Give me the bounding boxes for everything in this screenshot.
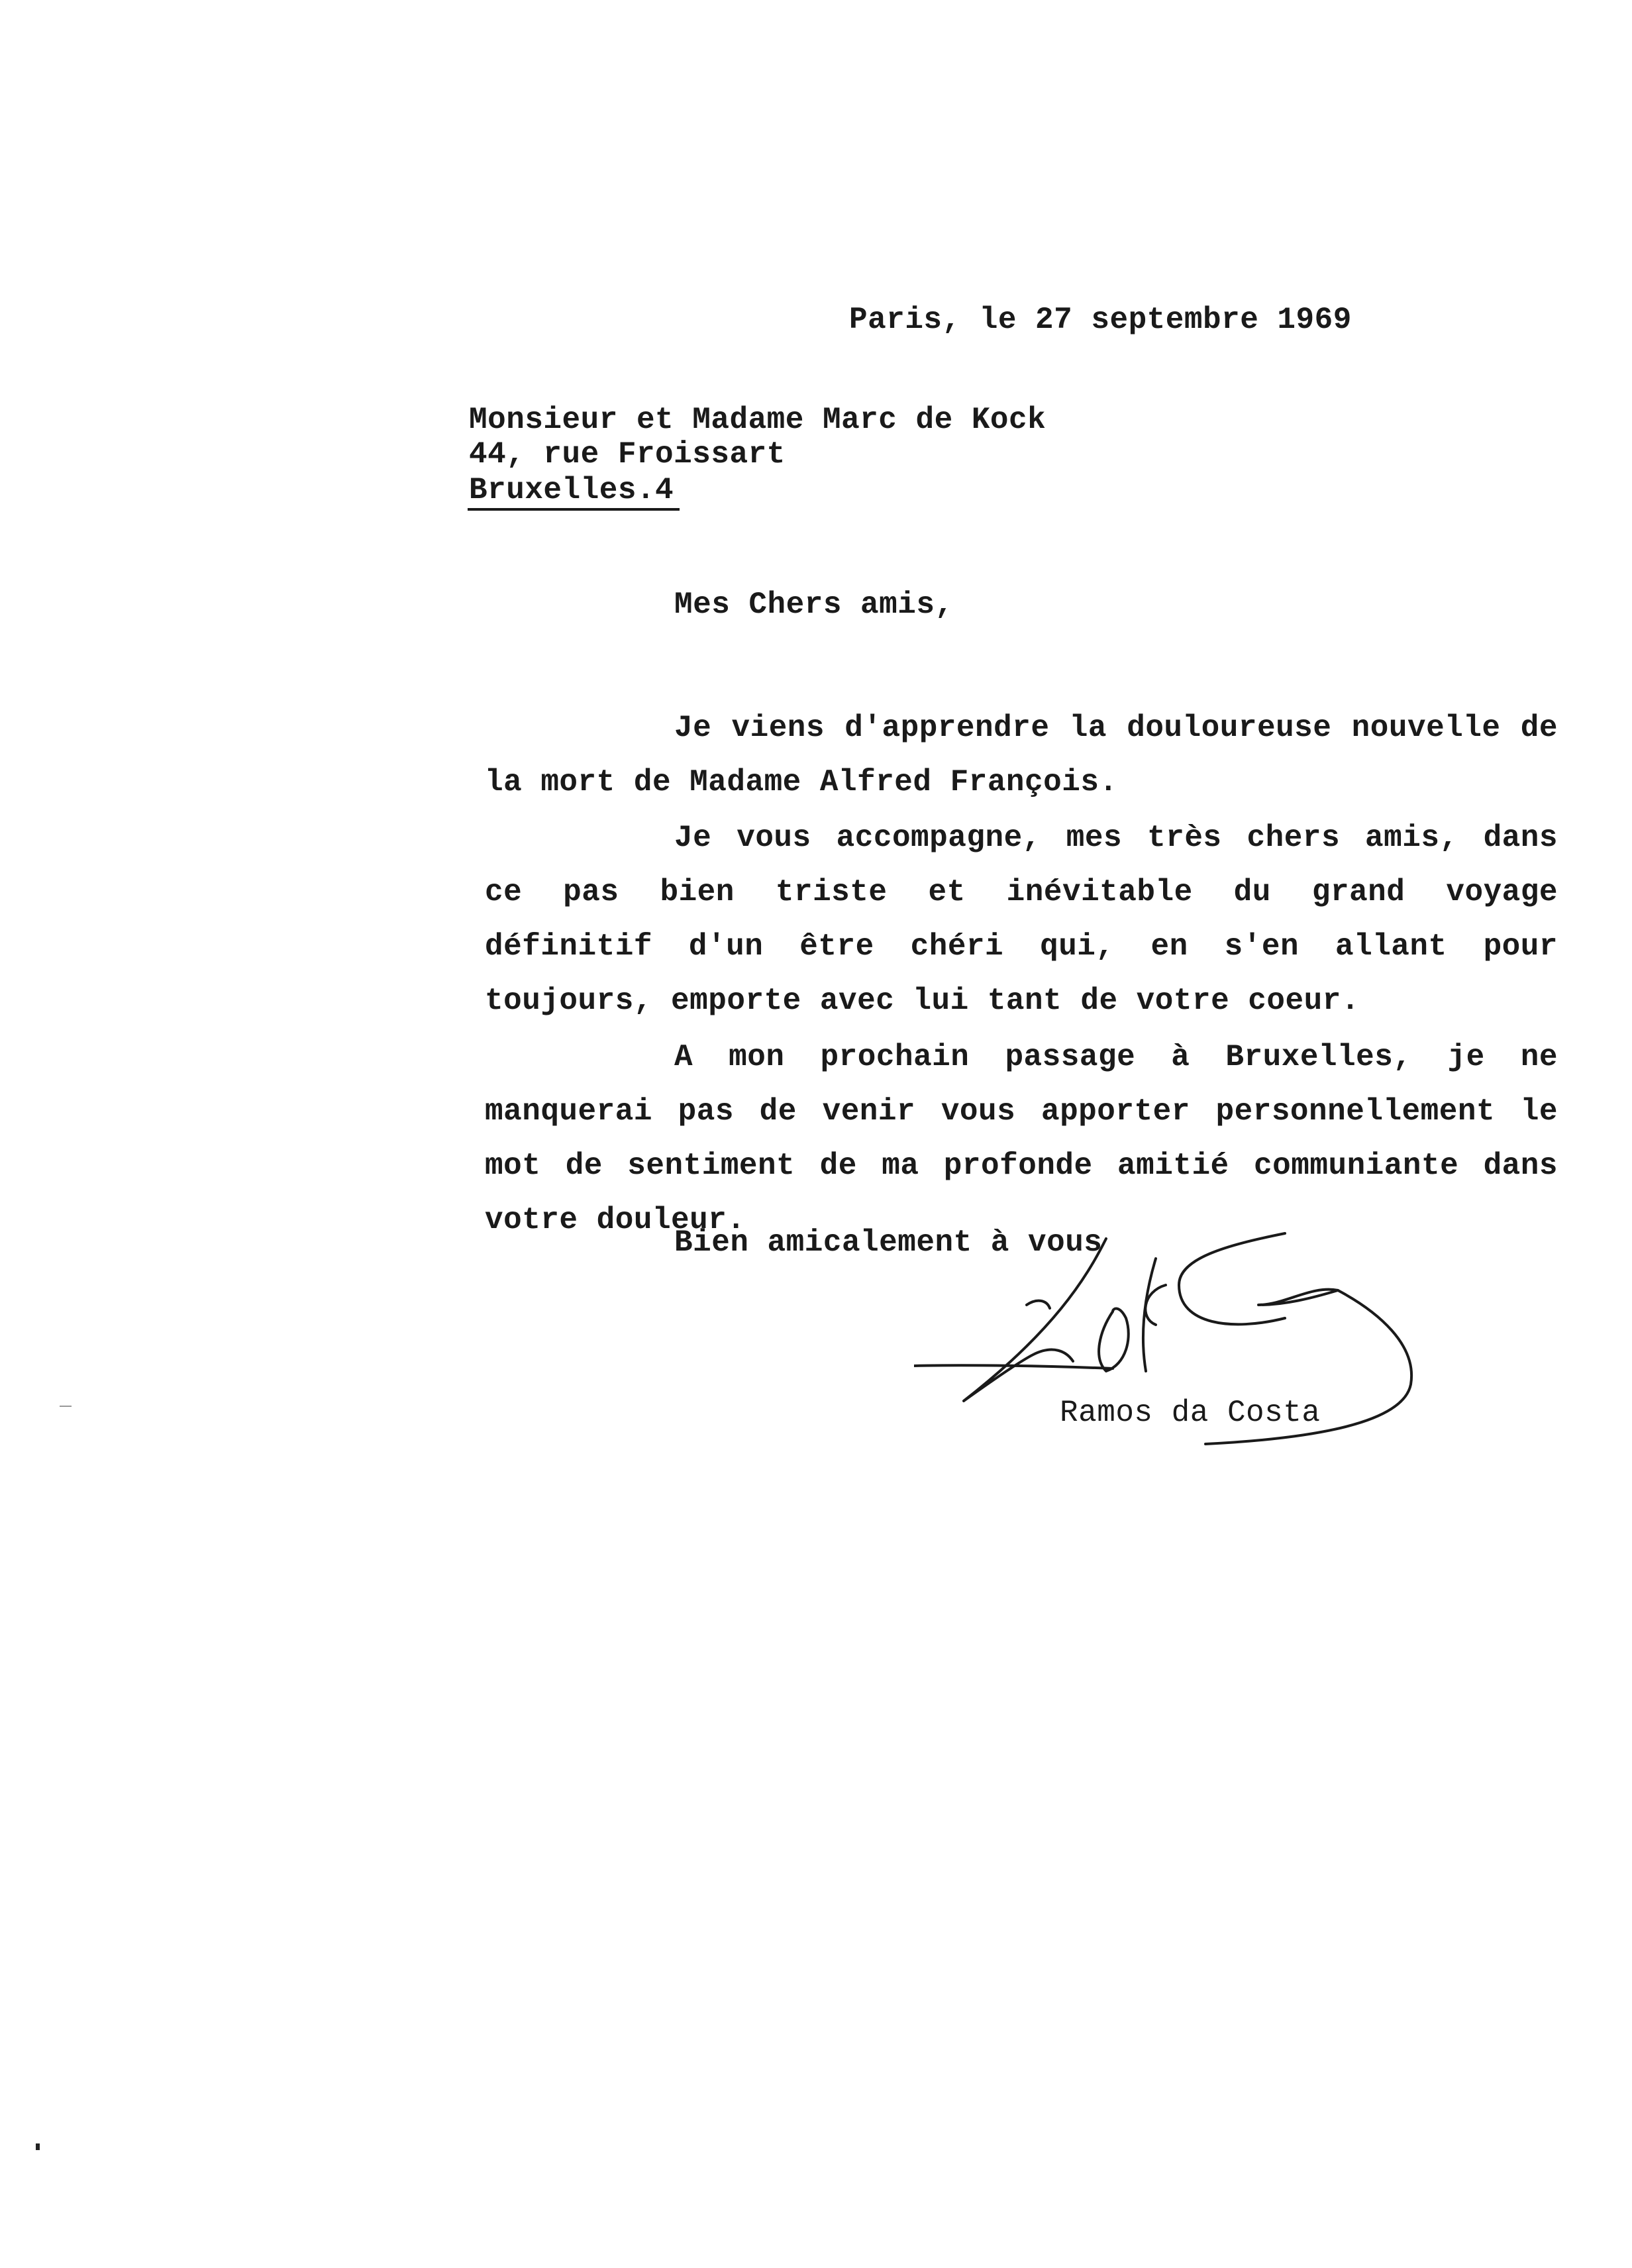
paragraph-2: Je vous accompagne, mes très chers amis, dans ce pas bien triste et inévitable du grand voyage définitif d'un être chéri qui, en s'en allant pour toujours, emporte avec lui tant de votre coeur. <box>485 821 1558 1018</box>
paragraph-3: A mon prochain passage à Bruxelles, je ne manquerai pas de venir vous apporter personnellement le mot de sentiment de ma profonde amitié communiante dans votre douleur. <box>485 1040 1558 1237</box>
paragraph-1: Je viens d'apprendre la douloureuse nouvelle de la mort de Madame Alfred François. <box>485 711 1558 799</box>
scan-mark <box>60 1406 72 1407</box>
recipient-street: 44, rue Froissart <box>469 437 786 472</box>
closing-line: Bien amicalement à vous <box>674 1225 1103 1260</box>
address-underline <box>468 508 680 511</box>
signer-name: Ramos da Costa <box>1060 1396 1321 1430</box>
scan-speck <box>36 2143 40 2150</box>
letter-date: Paris, le 27 septembre 1969 <box>849 303 1352 337</box>
recipient-city: Bruxelles.4 <box>469 473 674 507</box>
salutation: Mes Chers amis, <box>674 588 954 622</box>
recipient-name: Monsieur et Madame Marc de Kock <box>469 403 1046 437</box>
